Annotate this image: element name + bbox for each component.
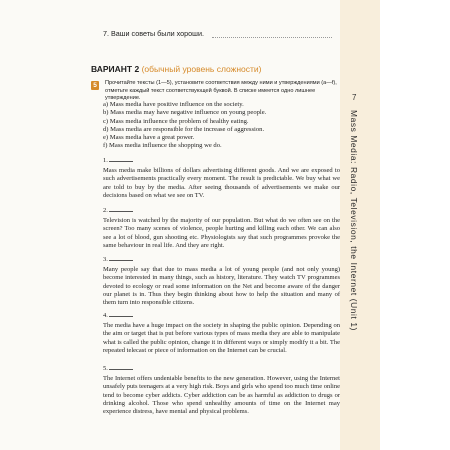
task-number-badge: 5 — [91, 81, 99, 90]
statement-b: b) Mass media may have negative influence on young people. — [103, 109, 267, 117]
text-5-number: 5. — [103, 363, 340, 373]
text-1 — [103, 155, 340, 200]
variant-title: ВАРИАНТ 2 — [91, 64, 140, 74]
text-3-body: Many people say that due to mass media a lot of young people (and not only young) become interested in many things, such as history, literature. They watch TV programmes devoted to ecology or read some information on the Net and become aware of the danger our planet is in. Thus they begin thinking about how to help the situation and many of them turn into responsible citizens. — [103, 266, 340, 307]
text-5 — [103, 363, 340, 416]
text-3-answer-blank[interactable] — [109, 254, 133, 261]
text-4-number: 4. — [103, 310, 340, 320]
statement-list — [103, 101, 339, 151]
variant-subtitle: (обычный уровень сложности) — [141, 64, 262, 74]
text-2-answer-blank[interactable] — [109, 205, 133, 212]
text-3-number: 3. — [103, 254, 340, 264]
text-4-body: The media have a huge impact on the society in shaping the public opinion. Depending on the aim or target that is put before various types of mass media they are able to manipulate what is called the public opinion, change it in different ways or simply modify it a bit. The repeated telecast or piece of information on the Internet can be crucial. — [103, 322, 340, 354]
page-number: 7 — [352, 93, 357, 102]
statement-e: e) Mass media have a great power. — [103, 134, 195, 142]
statement-f: f) Mass media influence the shopping we do. — [103, 142, 222, 150]
outer-margin — [380, 0, 450, 450]
unit-title-vertical — [349, 110, 363, 440]
text-3 — [103, 254, 340, 307]
statement-d: d) Mass media are responsible for the increase of aggression. — [103, 125, 265, 133]
answer-blank-line — [212, 37, 332, 38]
text-4 — [103, 310, 340, 355]
statement-c: c) Mass media influence the problem of healthy eating. — [103, 117, 249, 125]
text-5-answer-blank[interactable] — [109, 363, 133, 370]
text-5-body: The Internet offers undeniable benefits to the new generation. However, using the Internet unsafely puts teenagers at a very high risk. Boys and girls who spend too much time online tend to become cyber addicts. Cyber addiction can be as harmful as addiction to drugs or drinking alcohol. Those who spend unhealthy amounts of time on the Internet may experience distress, have mental and physical problems. — [103, 375, 340, 416]
text-1-body: Mass media make billions of dollars advertising different goods. And we are exposed to such advertisements practically every moment. The result is predictable. We buy what we are told to buy by the media. After seeing thousands of advertisements we make our decisions based on what we see on TV. — [103, 167, 340, 199]
text-2 — [103, 205, 340, 250]
text-2-body: Television is watched by the majority of our population. But what do we often see on the screen? Too many scenes of violence, people hurting and killing each other. We can also see a lot of blood, gun shooting etc. Physiologists say that such programmes provoke the same behaviour in real life. And they are right. — [103, 217, 340, 249]
statement-a: a) Mass media have positive influence on the society. — [103, 101, 244, 108]
answer-sentence: 7. Ваши советы были хороши. — [103, 29, 204, 38]
variant-heading — [91, 64, 261, 74]
text-2-number: 2. — [103, 205, 340, 215]
text-4-answer-blank[interactable] — [109, 310, 133, 317]
text-1-answer-blank[interactable] — [109, 155, 133, 162]
text-1-number: 1. — [103, 155, 340, 165]
unit-title-text: Mass Media: Radio, Television, the Internet (Unit 1) — [349, 110, 359, 331]
task-instruction: Прочитайте тексты (1—5), установите соответствия между ними и утверждениями (a—f), отметьте каждый текст соответствующей буквой. В списке имеется одно лишнее утверждение. — [105, 80, 337, 101]
